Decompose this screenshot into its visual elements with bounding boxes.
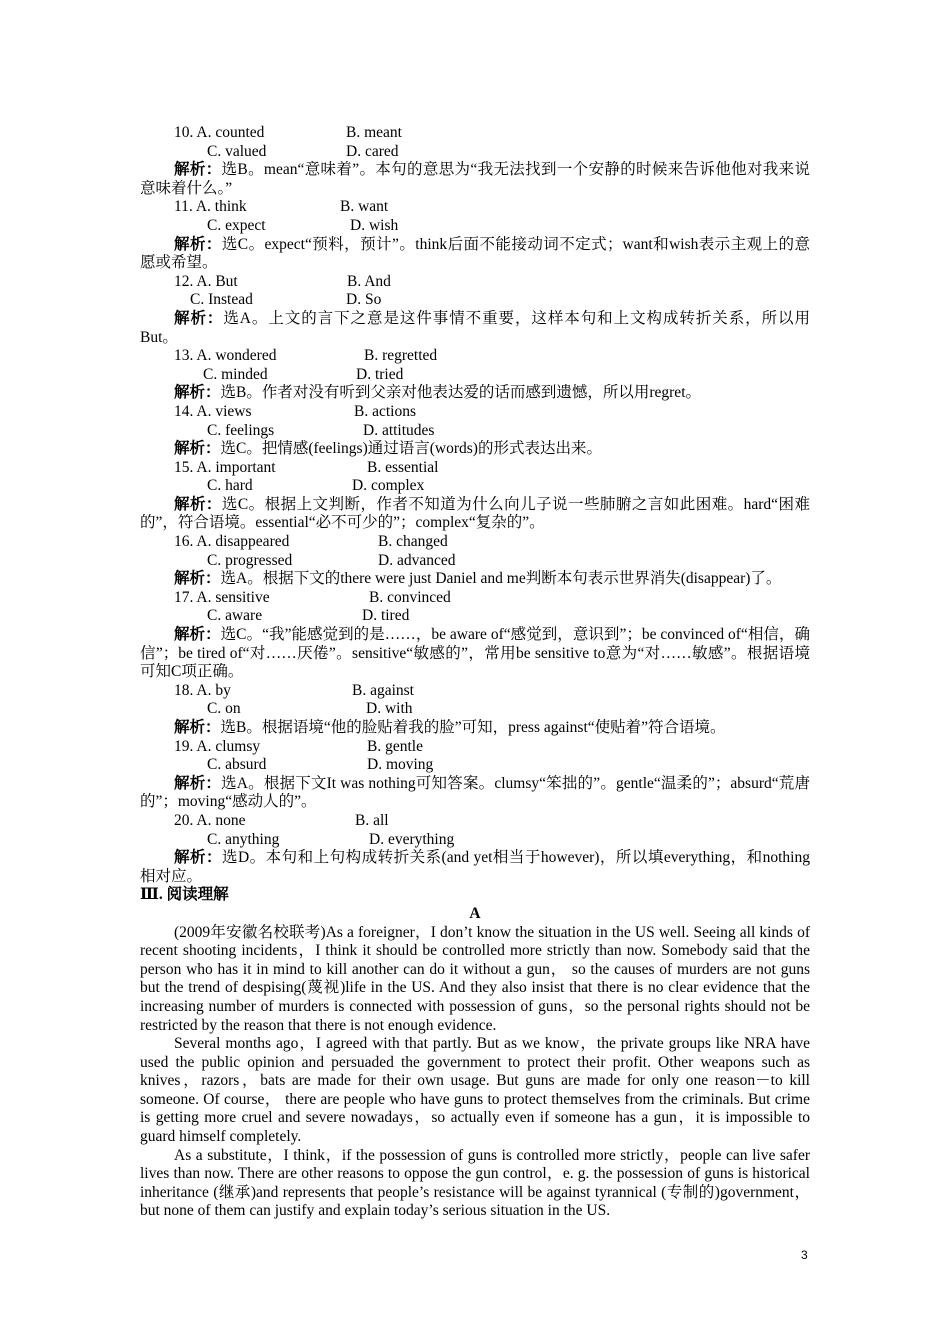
explanation-text: 选C。“我”能感觉到的是……，be aware of“感觉到，意识到”；be convinced of“相信，确信”；be tired of“对……厌倦”。sensitive“敏感的”，常用be sensitive to意为“对……敏感”。根据语境可知C项正确。 bbox=[140, 626, 810, 681]
section-title: Ⅲ. 阅读理解 bbox=[140, 886, 229, 904]
question-15 bbox=[140, 459, 810, 478]
option-a: 16. A. disappeared bbox=[174, 533, 290, 551]
explanation-text: 选B。mean“意味着”。本句的意思为“我无法找到一个安静的时候来告诉他他对我来说意味着什么。” bbox=[140, 161, 810, 197]
question-11-cd bbox=[140, 217, 810, 236]
question-16 bbox=[140, 533, 810, 552]
option-b: B. actions bbox=[354, 402, 416, 420]
option-a: 12. A. But bbox=[174, 272, 238, 290]
question-17-cd bbox=[140, 607, 810, 626]
passage-paragraph-3: As a substitute，I think，if the possession of guns is controlled more strictly，people can live safer lives than now. There are other reasons to oppose the gun control，e. g. the possession of guns is historical inheritance (继承)and represents that people’s resistance will be against tyrannical (专制的)government，but none of them can justify and explain today’s serious situation in the US. bbox=[140, 1146, 810, 1220]
explanation-label: 解析： bbox=[174, 309, 224, 327]
question-17 bbox=[140, 589, 810, 608]
option-b: B. essential bbox=[367, 458, 439, 476]
explanation-label: 解析： bbox=[174, 719, 221, 736]
explanation-16 bbox=[140, 570, 810, 589]
option-d: D. wish bbox=[350, 216, 399, 234]
question-13 bbox=[140, 347, 810, 366]
question-18-cd bbox=[140, 700, 810, 719]
option-a: 10. A. counted bbox=[174, 124, 265, 141]
explanation-label: 解析： bbox=[174, 849, 222, 867]
option-c: C. expect bbox=[207, 216, 266, 234]
option-c: C. Instead bbox=[190, 291, 253, 309]
option-d: D. everything bbox=[369, 830, 455, 848]
question-20 bbox=[140, 812, 810, 831]
option-d: D. tried bbox=[356, 365, 404, 383]
question-12 bbox=[140, 273, 810, 292]
option-d: D. attitudes bbox=[363, 421, 435, 439]
question-19-cd bbox=[140, 756, 810, 775]
option-d: D. advanced bbox=[378, 551, 456, 569]
document-page bbox=[140, 124, 810, 1221]
option-b: B. convinced bbox=[369, 588, 451, 606]
option-c: C. hard bbox=[207, 477, 253, 495]
option-b: B. against bbox=[352, 681, 414, 699]
question-10-cd bbox=[140, 143, 810, 162]
option-a: 19. A. clumsy bbox=[174, 737, 261, 755]
question-20-cd bbox=[140, 831, 810, 850]
option-b: B. want bbox=[340, 198, 389, 216]
option-d: D. cared bbox=[346, 142, 399, 160]
option-d: D. tired bbox=[362, 607, 410, 625]
explanation-12 bbox=[140, 310, 810, 347]
explanation-text: 选A。根据下文It was nothing可知答案。clumsy“笨拙的”。gentle“温柔的”；absurd“荒唐的”；moving“感动人的”。 bbox=[140, 774, 810, 811]
explanation-label: 解析： bbox=[174, 440, 221, 458]
option-b: B. And bbox=[347, 272, 391, 290]
question-19 bbox=[140, 738, 810, 757]
question-14 bbox=[140, 403, 810, 422]
explanation-15 bbox=[140, 496, 810, 533]
explanation-18 bbox=[140, 719, 810, 738]
explanation-14 bbox=[140, 440, 810, 459]
explanation-text: 选B。作者对没有听到父亲对他表达爱的话而感到遗憾，所以用regret。 bbox=[220, 384, 701, 402]
explanation-text: 选A。上文的言下之意是这件事情不重要，这样本句和上文构成转折关系，所以用But。 bbox=[140, 309, 810, 346]
passage-letter: A bbox=[469, 904, 481, 922]
option-a: 14. A. views bbox=[174, 402, 252, 420]
explanation-text: 选C。把情感(feelings)通过语言(words)的形式表达出来。 bbox=[220, 440, 602, 458]
explanation-label: 解析： bbox=[174, 626, 221, 644]
question-18 bbox=[140, 682, 810, 701]
question-10 bbox=[140, 124, 810, 143]
page-number: 3 bbox=[801, 1248, 808, 1262]
question-14-cd bbox=[140, 422, 810, 441]
explanation-label: 解析： bbox=[174, 235, 222, 253]
option-a: 17. A. sensitive bbox=[174, 588, 270, 606]
explanation-label: 解析： bbox=[174, 384, 221, 402]
passage-paragraph-2: Several months ago，I agreed with that partly. But as we know，the private groups like NRA have used the public opinion and persuaded the government to protect their profit. Other weapons such as knives，razors，bats are made for their own usage. But guns are made for only one reason－to kill someone. Of course， there are people who have guns to protect themselves from the criminals. But crime is getting more cruel and severe nowadays，so actually even if someone has a gun，it is impossible to guard himself completely. bbox=[140, 1035, 810, 1146]
question-13-cd bbox=[140, 366, 810, 385]
option-a: 15. A. important bbox=[174, 458, 276, 476]
option-a: 13. A. wondered bbox=[174, 347, 277, 365]
question-12-cd bbox=[140, 291, 810, 310]
question-15-cd bbox=[140, 477, 810, 496]
option-d: D. So bbox=[346, 291, 382, 309]
option-b: B. all bbox=[355, 811, 389, 829]
option-c: C. on bbox=[207, 700, 241, 718]
option-a: 11. A. think bbox=[174, 198, 247, 216]
explanation-label: 解析： bbox=[174, 774, 222, 792]
explanation-17 bbox=[140, 626, 810, 682]
explanation-10 bbox=[140, 161, 810, 198]
explanation-label: 解析： bbox=[174, 161, 222, 179]
option-c: C. progressed bbox=[207, 551, 293, 569]
option-c: C. aware bbox=[207, 607, 263, 625]
explanation-label: 解析： bbox=[174, 495, 222, 513]
option-b: B. meant bbox=[346, 124, 402, 141]
explanation-11 bbox=[140, 236, 810, 273]
option-b: B. regretted bbox=[364, 347, 438, 365]
explanation-label: 解析： bbox=[174, 570, 221, 588]
option-c: C. valued bbox=[207, 142, 267, 160]
option-b: B. changed bbox=[378, 533, 448, 551]
option-d: D. moving bbox=[367, 756, 434, 774]
option-d: D. with bbox=[366, 700, 413, 718]
question-16-cd bbox=[140, 552, 810, 571]
explanation-text: 选B。根据语境“他的脸贴着我的脸”可知，press against“使贴着”符合语境。 bbox=[220, 719, 726, 736]
option-a: 20. A. none bbox=[174, 811, 246, 829]
option-c: C. minded bbox=[203, 365, 268, 383]
explanation-20 bbox=[140, 849, 810, 886]
explanation-text: 选D。本句和上句构成转折关系(and yet相当于however)，所以填everything，和nothing相对应。 bbox=[140, 849, 810, 885]
option-d: D. complex bbox=[352, 477, 425, 495]
question-11 bbox=[140, 198, 810, 217]
passage-paragraph-1: (2009年安徽名校联考)As a foreigner，I don’t know the situation in the US well. Seeing all kinds of recent shooting incidents，I think it should be controlled more strictly than now. Somebody said that the person who has it in mind to kill another can do it without a gun， so the causes of murders are not guns but the trend of despising(蔑视)life in the US. And they also insist that there is no clear evidence that the increasing number of murders is connected with possession of guns，so the personal rights should not be restricted by the reason that there is not enough evidence. bbox=[140, 923, 810, 1034]
option-a: 18. A. by bbox=[174, 681, 231, 699]
explanation-13 bbox=[140, 384, 810, 403]
option-c: C. absurd bbox=[207, 756, 267, 774]
explanation-text: 选A。根据下文的there were just Daniel and me判断本句表示世界消失(disappear)了。 bbox=[220, 570, 782, 588]
explanation-text: 选C。expect“预料，预计”。think后面不能接动词不定式；want和wish表示主观上的意愿或希望。 bbox=[140, 235, 810, 272]
explanation-text: 选C。根据上文判断，作者不知道为什么向儿子说一些肺腑之言如此困难。hard“困难的”，符合语境。essential“必不可少的”；complex“复杂的”。 bbox=[140, 495, 810, 532]
option-c: C. feelings bbox=[207, 421, 275, 439]
explanation-19 bbox=[140, 775, 810, 812]
option-b: B. gentle bbox=[367, 737, 423, 755]
option-c: C. anything bbox=[207, 830, 280, 848]
